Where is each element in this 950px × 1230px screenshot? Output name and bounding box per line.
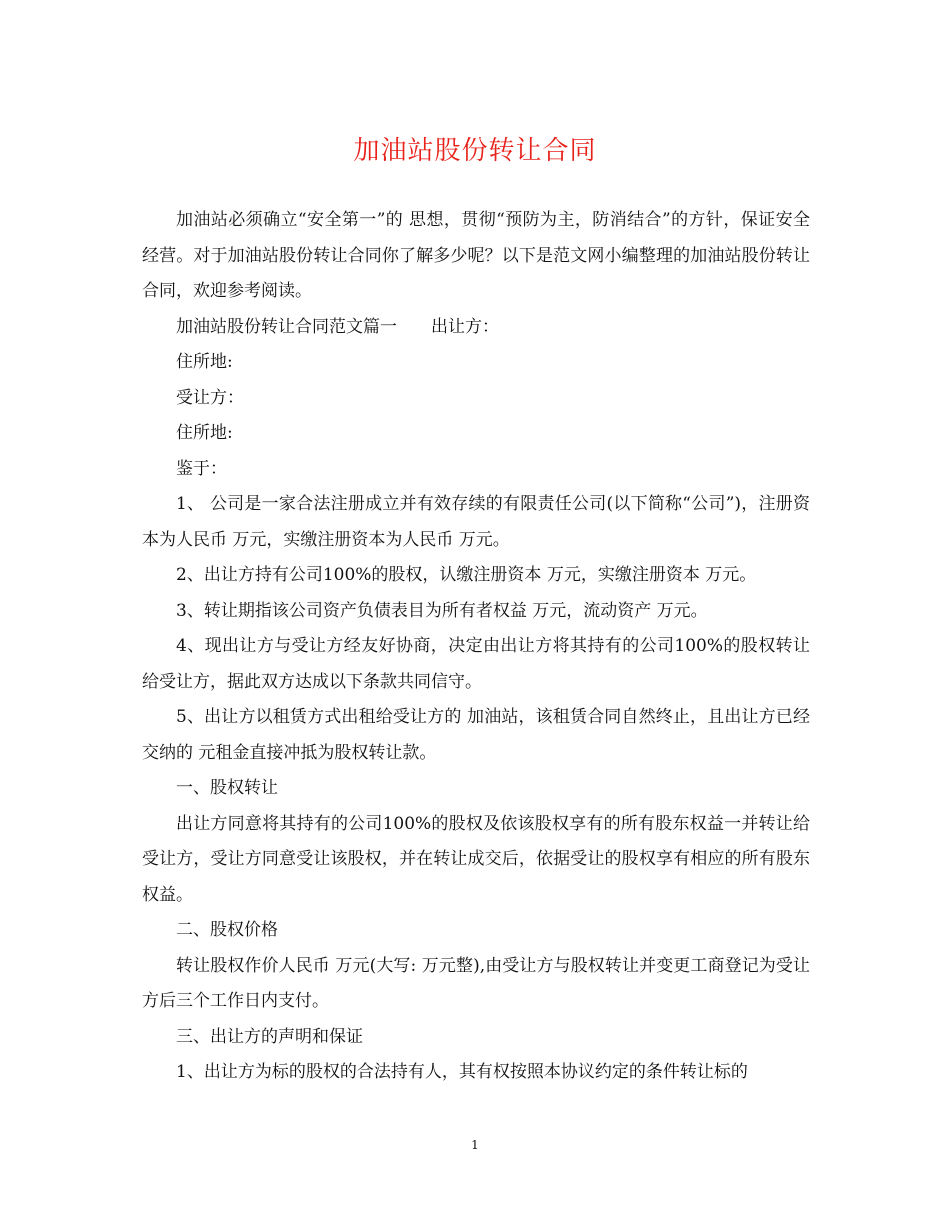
paragraph: 受让方：: [176, 387, 244, 408]
paragraph: 鉴于：: [176, 458, 227, 479]
document-title: 加油站股份转让合同: [353, 136, 597, 166]
paragraph: 一、股权转让: [176, 778, 278, 798]
paragraph: 加油站股份转让合同范文篇一 出让方：: [176, 316, 499, 337]
paragraph: 5、出让方以租赁方式出租给受让方的 加油站，该租赁合同自然终止，且出让方已经交纳的 元租金直接冲抵为股权转让款。: [142, 707, 810, 763]
paragraph: 1、 公司是一家合法注册成立并有效存续的有限责任公司(以下简称“公司”)，注册资本为人民币 万元，实缴注册资本为人民币 万元。: [142, 494, 810, 550]
paragraph: 二、股权价格: [176, 920, 278, 940]
paragraph: 住所地:: [176, 423, 233, 443]
paragraph: 出让方同意将其持有的公司100%的股权及依该股权享有的所有股东权益一并转让给受让方，受让方同意受让该股权，并在转让成交后，依据受让的股权享有相应的所有股东权益。: [142, 813, 810, 905]
paragraph: 加油站必须确立“安全第一”的 思想，贯彻“预防为主，防消结合”的方针，保证安全经营。对于加油站股份转让合同你了解多少呢？以下是范文网小编整理的加油站股份转让合同，欢迎参考阅读。: [142, 210, 810, 301]
paragraph: 2、出让方持有公司100%的股权，认缴注册资本 万元，实缴注册资本 万元。: [176, 565, 757, 585]
document-body: [142, 203, 810, 1091]
paragraph: 4、现出让方与受让方经友好协商，决定由出让方将其持有的公司100%的股权转让给受让方，据此双方达成以下条款共同信守。: [142, 636, 810, 692]
paragraph: 1、出让方为标的股权的合法持有人，其有权按照本协议约定的条件转让标的: [176, 1062, 748, 1082]
paragraph: 转让股权作价人民币 万元(大写: 万元整),由受让方与股权转让并变更工商登记为受让方后三个工作日内支付。: [142, 955, 810, 1011]
paragraph: 三、出让方的声明和保证: [176, 1026, 363, 1047]
page-number: 1: [471, 1138, 479, 1152]
paragraph: 3、转让期指该公司资产负债表目为所有者权益 万元，流动资产 万元。: [176, 600, 708, 621]
paragraph: 住所地:: [176, 352, 233, 372]
